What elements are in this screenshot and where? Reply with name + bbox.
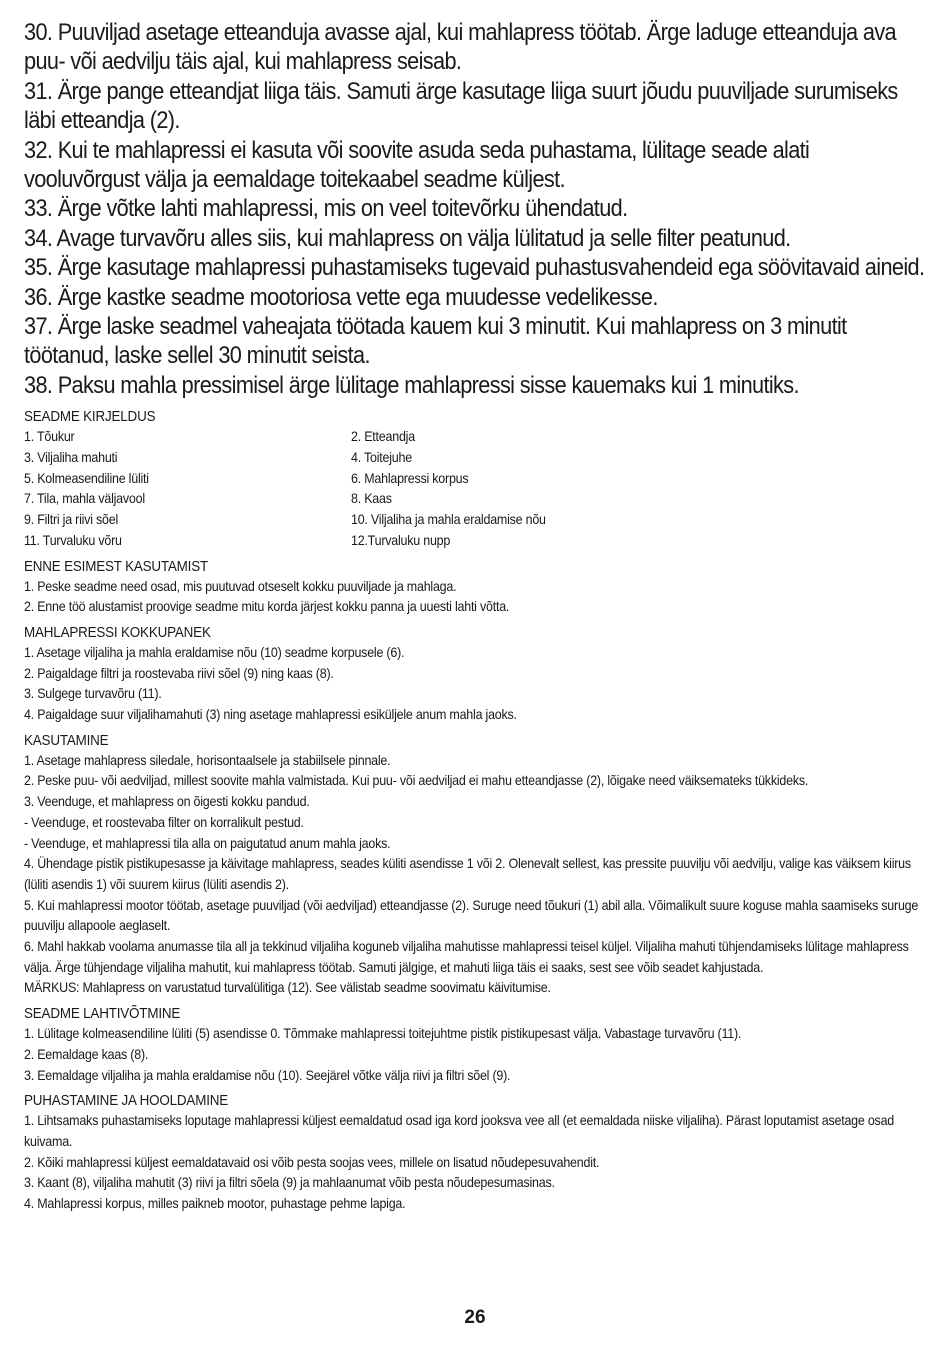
part-item: 12.Turvaluku nupp <box>351 532 451 548</box>
text-line: 3. Eemaldage viljaliha ja mahla eraldamise nõu (10). Seejärel võtke välja riivi ja filtri sõel (9). <box>24 1067 511 1083</box>
instruction-item: 31. Ärge pange etteandjat liiga täis. Samuti ärge kasutage liiga suurt jõudu puuviljade surumiseks läbi etteandja (2). <box>24 77 898 135</box>
part-item: 3. Viljaliha mahuti <box>24 449 118 465</box>
text-line: - Veenduge, et roostevaba filter on korralikult pestud. <box>24 814 304 830</box>
part-item: 11. Turvaluku võru <box>24 532 122 548</box>
text-line: 1. Peske seadme need osad, mis puutuvad otseselt kokku puuviljade ja mahlaga. <box>24 578 457 594</box>
text-line: 2. Peske puu- või aedviljad, millest soovite mahla valmistada. Kui puu- või aedviljad ei mahu etteandjasse (2), lõigake need väiksemateks tükkideks. <box>24 773 809 789</box>
instruction-item: 38. Paksu mahla pressimisel ärge lülitage mahlapressi sisse kauemaks kui 1 minutiks. <box>24 371 799 399</box>
part-item: 2. Etteandja <box>351 429 415 445</box>
section-heading: PUHASTAMINE JA HOOLDAMINE <box>24 1093 229 1110</box>
section-heading: SEADME KIRJELDUS <box>24 409 156 426</box>
text-line: 2. Kõiki mahlapressi küljest eemaldatavaid osi võib pesta soojas vees, millele on lisatud nõudepesuvahendit. <box>24 1154 600 1170</box>
text-line: 2. Enne töö alustamist proovige seadme mitu korda järjest kokku panna ja uuesti lahti võtta. <box>24 599 510 615</box>
text-line: 5. Kui mahlapressi mootor töötab, asetage puuviljad (või aedviljad) etteandjasse (2). Suruge need tõukuri (1) abil alla. Võimalikult suure koguse mahla saamiseks suruge puuvilju allapoole aeglaselt. <box>24 897 919 934</box>
text-line: 1. Lülitage kolmeasendiline lüliti (5) asendisse 0. Tõmmake mahlapressi toitejuhtme pistik pistikupesast välja. Vabastage turvavõru (11). <box>24 1026 742 1042</box>
section-heading: ENNE ESIMEST KASUTAMIST <box>24 558 209 575</box>
text-line: 4. Mahlapressi korpus, milles paikneb mootor, puhastage pehme lapiga. <box>24 1196 406 1212</box>
assembly-section <box>24 623 932 726</box>
text-line: 4. Paigaldage suur viljalihamahuti (3) ning asetage mahlapressi esiküljele anum mahla jaoks. <box>24 707 517 723</box>
note-line: MÄRKUS: Mahlapress on varustatud turvalülitiga (12). See välistab seadme soovimatu käivitumise. <box>24 980 551 996</box>
instruction-item: 32. Kui te mahlapressi ei kasuta või soovite asuda seda puhastama, lülitage seade alati vooluvõrgust välja ja eemaldage toitekaabel seadme küljest. <box>24 136 810 194</box>
instruction-item: 37. Ärge laske seadmel vaheajata töötada kauem kui 3 minutit. Kui mahlapress on 3 minutit töötanud, laske sellel 30 minutit seista. <box>24 313 847 370</box>
instruction-item: 34. Avage turvavõru alles siis, kui mahlapress on välja lülitatud ja selle filter peatunud. <box>24 224 791 252</box>
text-line: 4. Ühendage pistik pistikupesasse ja käivitage mahlapress, seades küliti asendisse 1 või 2. Olenevalt sellest, kas pressite puuvilju või aedvilju, valige kas väiksem kiirus (lüliti asendis 1) või suurem kiirus (lüliti asendis 2). <box>24 856 911 892</box>
instruction-item: 35. Ärge kasutage mahlapressi puhastamiseks tugevaid puhastusvahendeid ega söövitavaid aineid. <box>24 254 925 282</box>
instruction-item: 33. Ärge võtke lahti mahlapressi, mis on veel toitevõrku ühendatud. <box>24 195 628 223</box>
text-line: 3. Kaant (8), viljaliha mahutit (3) riivi ja filtri sõela (9) ja mahlaanumat võib pesta nõudepesumasinas. <box>24 1175 555 1191</box>
text-line: 1. Asetage mahlapress siledale, horisontaalsele ja stabiilsele pinnale. <box>24 752 391 768</box>
text-line: 3. Sulgege turvavõru (11). <box>24 686 162 702</box>
instruction-item: 30. Puuviljad asetage etteanduja avasse ajal, kui mahlapress töötab. Ärge laduge etteanduja ava puu- või aedvilju täis ajal, kui mahlapress seisab. <box>24 19 897 76</box>
text-line: 2. Eemaldage kaas (8). <box>24 1046 149 1062</box>
part-item: 7. Tila, mahla väljavool <box>24 491 145 507</box>
device-description-section <box>24 407 932 551</box>
cleaning-section <box>24 1091 932 1215</box>
part-item: 5. Kolmeasendiline lüliti <box>24 470 149 486</box>
text-line: 3. Veenduge, et mahlapress on õigesti kokku pandud. <box>24 794 310 810</box>
section-heading: SEADME LAHTIVÕTMINE <box>24 1006 181 1023</box>
text-line: - Veenduge, et mahlapressi tila alla on paigutatud anum mahla jaoks. <box>24 835 391 851</box>
instruction-item: 36. Ärge kastke seadme mootoriosa vette ega muudesse vedelikesse. <box>24 283 658 311</box>
parts-list <box>24 427 932 551</box>
section-heading: MAHLAPRESSI KOKKUPANEK <box>24 624 211 641</box>
section-heading: KASUTAMINE <box>24 732 109 749</box>
disassembly-section <box>24 1004 932 1086</box>
text-line: 1. Lihtsamaks puhastamiseks loputage mahlapressi küljest eemaldatud osad iga kord jooksva vee all (et eemaldada niiske viljaliha). Pärast loputamist asetage osad kuivama. <box>24 1113 895 1149</box>
text-line: 1. Asetage viljaliha ja mahla eraldamise nõu (10) seadme korpusele (6). <box>24 644 405 660</box>
page-number: 26 <box>464 1307 486 1328</box>
text-line: 2. Paigaldage filtri ja roostevaba riivi sõel (9) ning kaas (8). <box>24 665 334 681</box>
document-page <box>24 18 932 1215</box>
text-line: 6. Mahl hakkab voolama anumasse tila all ja tekkinud viljaliha koguneb viljaliha mahutisse mahlapressi teisel küljel. Viljaliha mahuti tühjendamiseks lülitage mahlapress välja. Ärge tühjendage viljaliha mahutit, kui mahlapress töötab. Samuti jälgige, et mahuti liiga täis ei saaks, sest see võib seadet kahjustada. <box>24 939 909 975</box>
part-item: 4. Toitejuhe <box>351 449 412 465</box>
safety-instructions-list <box>24 18 932 400</box>
part-item: 9. Filtri ja riivi sõel <box>24 512 119 528</box>
part-item: 6. Mahlapressi korpus <box>351 470 469 486</box>
part-item: 10. Viljaliha ja mahla eraldamise nõu <box>351 512 546 528</box>
usage-section <box>24 731 932 999</box>
part-item: 1. Tõukur <box>24 429 75 445</box>
before-first-use-section <box>24 557 932 618</box>
part-item: 8. Kaas <box>351 491 392 507</box>
